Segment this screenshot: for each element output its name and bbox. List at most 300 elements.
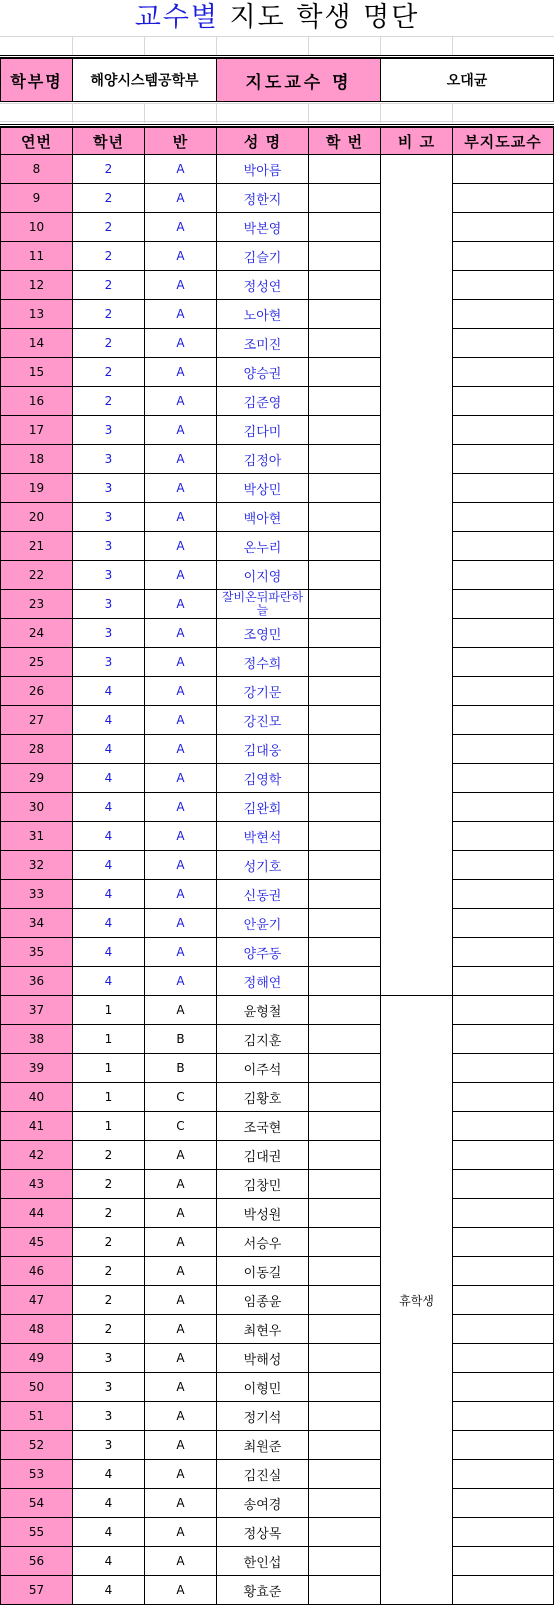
sub-advisor-cell[interactable] bbox=[453, 619, 554, 648]
class-cell[interactable]: A bbox=[145, 271, 217, 300]
roster-body bbox=[1, 155, 554, 1605]
sub-advisor-cell[interactable] bbox=[453, 880, 554, 909]
sub-advisor-cell[interactable] bbox=[453, 416, 554, 445]
grade-cell[interactable]: 2 bbox=[73, 1170, 145, 1199]
grade-cell[interactable]: 4 bbox=[73, 851, 145, 880]
row-number: 8 bbox=[1, 155, 73, 184]
grade-cell[interactable]: 2 bbox=[73, 271, 145, 300]
class-cell[interactable]: A bbox=[145, 822, 217, 851]
sub-advisor-cell[interactable] bbox=[453, 1083, 554, 1112]
class-cell[interactable]: A bbox=[145, 619, 217, 648]
name-cell[interactable]: 김다미 bbox=[217, 416, 309, 445]
name-cell[interactable]: 이지영 bbox=[217, 561, 309, 590]
grade-cell[interactable]: 4 bbox=[73, 735, 145, 764]
grid-line bbox=[216, 103, 217, 123]
name-cell[interactable]: 김지훈 bbox=[217, 1025, 309, 1054]
grade-cell[interactable]: 3 bbox=[73, 561, 145, 590]
class-cell[interactable]: A bbox=[145, 677, 217, 706]
student-id-cell[interactable] bbox=[309, 648, 381, 677]
grade-cell[interactable]: 2 bbox=[73, 329, 145, 358]
student-id-cell[interactable] bbox=[309, 445, 381, 474]
table-row bbox=[1, 1141, 554, 1170]
name-cell[interactable]: 정한지 bbox=[217, 184, 309, 213]
student-id-cell[interactable] bbox=[309, 1257, 381, 1286]
sub-advisor-cell[interactable] bbox=[453, 1199, 554, 1228]
table-row bbox=[1, 764, 554, 793]
class-cell[interactable]: A bbox=[145, 532, 217, 561]
row-number: 34 bbox=[1, 909, 73, 938]
grade-cell[interactable]: 2 bbox=[73, 1315, 145, 1344]
grade-cell[interactable]: 2 bbox=[73, 242, 145, 271]
sub-advisor-cell[interactable] bbox=[453, 793, 554, 822]
class-cell[interactable]: A bbox=[145, 938, 217, 967]
table-row bbox=[1, 1547, 554, 1576]
grade-cell[interactable]: 2 bbox=[73, 358, 145, 387]
sub-advisor-cell[interactable] bbox=[453, 967, 554, 996]
sub-advisor-cell[interactable] bbox=[453, 851, 554, 880]
student-id-cell[interactable] bbox=[309, 909, 381, 938]
student-id-cell[interactable] bbox=[309, 1547, 381, 1576]
name-cell[interactable]: 최원준 bbox=[217, 1431, 309, 1460]
table-row bbox=[1, 648, 554, 677]
name-cell[interactable]: 온누리 bbox=[217, 532, 309, 561]
grade-cell[interactable]: 3 bbox=[73, 416, 145, 445]
row-number: 30 bbox=[1, 793, 73, 822]
grade-cell[interactable]: 2 bbox=[73, 1257, 145, 1286]
student-id-cell[interactable] bbox=[309, 387, 381, 416]
student-id-cell[interactable] bbox=[309, 590, 381, 619]
grid-line bbox=[0, 121, 554, 122]
table-row bbox=[1, 909, 554, 938]
student-id-cell[interactable] bbox=[309, 1083, 381, 1112]
name-cell[interactable]: 안윤기 bbox=[217, 909, 309, 938]
sub-advisor-cell[interactable] bbox=[453, 677, 554, 706]
row-number: 27 bbox=[1, 706, 73, 735]
class-cell[interactable]: A bbox=[145, 1315, 217, 1344]
grade-cell[interactable]: 4 bbox=[73, 1460, 145, 1489]
grade-cell[interactable]: 1 bbox=[73, 1083, 145, 1112]
sub-advisor-cell[interactable] bbox=[453, 503, 554, 532]
row-number: 31 bbox=[1, 822, 73, 851]
class-cell[interactable]: A bbox=[145, 1286, 217, 1315]
sub-advisor-cell[interactable] bbox=[453, 1112, 554, 1141]
row-number: 46 bbox=[1, 1257, 73, 1286]
class-cell[interactable]: A bbox=[145, 300, 217, 329]
sub-advisor-cell[interactable] bbox=[453, 1489, 554, 1518]
grade-cell[interactable]: 1 bbox=[73, 1054, 145, 1083]
grade-cell[interactable]: 3 bbox=[73, 1431, 145, 1460]
class-cell[interactable]: A bbox=[145, 764, 217, 793]
class-cell[interactable]: A bbox=[145, 967, 217, 996]
student-id-cell[interactable] bbox=[309, 329, 381, 358]
sub-advisor-cell[interactable] bbox=[453, 155, 554, 184]
grade-cell[interactable]: 4 bbox=[73, 1576, 145, 1605]
name-cell[interactable]: 양승권 bbox=[217, 358, 309, 387]
sub-advisor-cell[interactable] bbox=[453, 271, 554, 300]
name-cell[interactable]: 김대웅 bbox=[217, 735, 309, 764]
student-id-cell[interactable] bbox=[309, 1489, 381, 1518]
table-row bbox=[1, 1518, 554, 1547]
class-cell[interactable]: A bbox=[145, 1402, 217, 1431]
row-number: 19 bbox=[1, 474, 73, 503]
sub-advisor-cell[interactable] bbox=[453, 474, 554, 503]
table-row bbox=[1, 155, 554, 184]
sub-advisor-cell[interactable] bbox=[453, 1025, 554, 1054]
class-cell[interactable]: A bbox=[145, 474, 217, 503]
name-cell[interactable]: 강기문 bbox=[217, 677, 309, 706]
name-cell[interactable]: 박현석 bbox=[217, 822, 309, 851]
class-cell[interactable]: A bbox=[145, 793, 217, 822]
student-id-cell[interactable] bbox=[309, 938, 381, 967]
sub-advisor-cell[interactable] bbox=[453, 1228, 554, 1257]
sub-advisor-cell[interactable] bbox=[453, 1315, 554, 1344]
name-cell[interactable]: 조미진 bbox=[217, 329, 309, 358]
grade-cell[interactable]: 2 bbox=[73, 300, 145, 329]
student-id-cell[interactable] bbox=[309, 822, 381, 851]
grade-cell[interactable]: 2 bbox=[73, 1199, 145, 1228]
sub-advisor-cell[interactable] bbox=[453, 242, 554, 271]
roster-table bbox=[0, 127, 554, 1605]
class-cell[interactable]: A bbox=[145, 735, 217, 764]
sub-advisor-cell[interactable] bbox=[453, 445, 554, 474]
row-number: 55 bbox=[1, 1518, 73, 1547]
table-row bbox=[1, 1286, 554, 1315]
class-cell[interactable]: A bbox=[145, 851, 217, 880]
sub-advisor-cell[interactable] bbox=[453, 764, 554, 793]
grade-cell[interactable]: 3 bbox=[73, 1402, 145, 1431]
grade-cell[interactable]: 2 bbox=[73, 387, 145, 416]
student-id-cell[interactable] bbox=[309, 1025, 381, 1054]
sub-advisor-cell[interactable] bbox=[453, 300, 554, 329]
name-cell[interactable]: 조영민 bbox=[217, 619, 309, 648]
grade-cell[interactable]: 1 bbox=[73, 996, 145, 1025]
grade-cell[interactable]: 3 bbox=[73, 1373, 145, 1402]
student-id-cell[interactable] bbox=[309, 1054, 381, 1083]
class-cell[interactable]: A bbox=[145, 503, 217, 532]
class-cell[interactable]: A bbox=[145, 1373, 217, 1402]
class-cell[interactable]: A bbox=[145, 1344, 217, 1373]
class-cell[interactable]: A bbox=[145, 242, 217, 271]
name-cell[interactable]: 정기석 bbox=[217, 1402, 309, 1431]
grade-cell[interactable]: 4 bbox=[73, 1489, 145, 1518]
class-cell[interactable]: A bbox=[145, 648, 217, 677]
row-number: 36 bbox=[1, 967, 73, 996]
class-cell[interactable]: A bbox=[145, 590, 217, 619]
dept-value[interactable]: 해양시스템공학부 bbox=[73, 59, 217, 102]
class-cell[interactable]: A bbox=[145, 213, 217, 242]
class-cell[interactable]: A bbox=[145, 1431, 217, 1460]
sub-advisor-cell[interactable] bbox=[453, 213, 554, 242]
name-cell[interactable]: 노아현 bbox=[217, 300, 309, 329]
sub-advisor-cell[interactable] bbox=[453, 996, 554, 1025]
name-cell[interactable]: 송여경 bbox=[217, 1489, 309, 1518]
name-cell[interactable]: 성기호 bbox=[217, 851, 309, 880]
name-cell[interactable]: 김영학 bbox=[217, 764, 309, 793]
header-grade: 학년 bbox=[73, 128, 145, 155]
sub-advisor-cell[interactable] bbox=[453, 387, 554, 416]
grade-cell[interactable]: 4 bbox=[73, 793, 145, 822]
student-id-cell[interactable] bbox=[309, 996, 381, 1025]
sub-advisor-cell[interactable] bbox=[453, 1170, 554, 1199]
name-cell[interactable]: 조국현 bbox=[217, 1112, 309, 1141]
class-cell[interactable]: B bbox=[145, 1025, 217, 1054]
name-cell[interactable]: 임종윤 bbox=[217, 1286, 309, 1315]
grade-cell[interactable]: 3 bbox=[73, 590, 145, 619]
row-number: 13 bbox=[1, 300, 73, 329]
sub-advisor-cell[interactable] bbox=[453, 590, 554, 619]
student-id-cell[interactable] bbox=[309, 619, 381, 648]
student-id-cell[interactable] bbox=[309, 1373, 381, 1402]
class-cell[interactable]: A bbox=[145, 1576, 217, 1605]
table-row bbox=[1, 213, 554, 242]
table-row bbox=[1, 1112, 554, 1141]
table-row bbox=[1, 1460, 554, 1489]
sub-advisor-cell[interactable] bbox=[453, 1576, 554, 1605]
class-cell[interactable]: A bbox=[145, 1228, 217, 1257]
student-id-cell[interactable] bbox=[309, 300, 381, 329]
grade-cell[interactable]: 4 bbox=[73, 967, 145, 996]
grade-cell[interactable]: 4 bbox=[73, 1518, 145, 1547]
table-row bbox=[1, 822, 554, 851]
sub-advisor-cell[interactable] bbox=[453, 909, 554, 938]
student-id-cell[interactable] bbox=[309, 1199, 381, 1228]
sub-advisor-cell[interactable] bbox=[453, 938, 554, 967]
student-id-cell[interactable] bbox=[309, 1112, 381, 1141]
sub-advisor-cell[interactable] bbox=[453, 648, 554, 677]
student-id-cell[interactable] bbox=[309, 184, 381, 213]
name-cell[interactable]: 정성연 bbox=[217, 271, 309, 300]
name-cell[interactable]: 김창민 bbox=[217, 1170, 309, 1199]
sub-advisor-cell[interactable] bbox=[453, 1286, 554, 1315]
name-cell[interactable]: 이동길 bbox=[217, 1257, 309, 1286]
grade-cell[interactable]: 3 bbox=[73, 1344, 145, 1373]
row-number: 24 bbox=[1, 619, 73, 648]
class-cell[interactable]: A bbox=[145, 1141, 217, 1170]
table-row bbox=[1, 735, 554, 764]
class-cell[interactable]: B bbox=[145, 1054, 217, 1083]
class-cell[interactable]: A bbox=[145, 184, 217, 213]
class-cell[interactable]: A bbox=[145, 1489, 217, 1518]
table-row bbox=[1, 387, 554, 416]
student-id-cell[interactable] bbox=[309, 1315, 381, 1344]
student-id-cell[interactable] bbox=[309, 503, 381, 532]
class-cell[interactable]: A bbox=[145, 561, 217, 590]
name-cell[interactable]: 정상목 bbox=[217, 1518, 309, 1547]
sub-advisor-cell[interactable] bbox=[453, 1431, 554, 1460]
class-cell[interactable]: A bbox=[145, 880, 217, 909]
sub-advisor-cell[interactable] bbox=[453, 1141, 554, 1170]
student-id-cell[interactable] bbox=[309, 561, 381, 590]
student-id-cell[interactable] bbox=[309, 677, 381, 706]
student-id-cell[interactable] bbox=[309, 880, 381, 909]
grade-cell[interactable]: 3 bbox=[73, 503, 145, 532]
class-cell[interactable]: A bbox=[145, 996, 217, 1025]
grade-cell[interactable]: 4 bbox=[73, 822, 145, 851]
sub-advisor-cell[interactable] bbox=[453, 1460, 554, 1489]
table-row bbox=[1, 532, 554, 561]
grade-cell[interactable]: 4 bbox=[73, 764, 145, 793]
grade-cell[interactable]: 2 bbox=[73, 1228, 145, 1257]
header-sub-advisor: 부지도교수 bbox=[453, 128, 554, 155]
sub-advisor-cell[interactable] bbox=[453, 735, 554, 764]
name-cell[interactable]: 백아현 bbox=[217, 503, 309, 532]
name-cell[interactable]: 강진모 bbox=[217, 706, 309, 735]
class-cell[interactable]: A bbox=[145, 155, 217, 184]
row-number: 47 bbox=[1, 1286, 73, 1315]
grade-cell[interactable]: 4 bbox=[73, 880, 145, 909]
name-cell[interactable]: 신동권 bbox=[217, 880, 309, 909]
name-cell[interactable]: 한인섭 bbox=[217, 1547, 309, 1576]
class-cell[interactable]: A bbox=[145, 1199, 217, 1228]
name-cell[interactable]: 김진실 bbox=[217, 1460, 309, 1489]
name-cell[interactable]: 이주석 bbox=[217, 1054, 309, 1083]
name-cell[interactable]: 이형민 bbox=[217, 1373, 309, 1402]
class-cell[interactable]: A bbox=[145, 329, 217, 358]
name-cell[interactable]: 박아름 bbox=[217, 155, 309, 184]
sub-advisor-cell[interactable] bbox=[453, 706, 554, 735]
note-cell-leave[interactable]: 휴학생 bbox=[381, 996, 453, 1605]
name-cell[interactable]: 윤형철 bbox=[217, 996, 309, 1025]
name-cell[interactable]: 박상민 bbox=[217, 474, 309, 503]
grid-line bbox=[144, 36, 145, 56]
name-cell[interactable]: 박해성 bbox=[217, 1344, 309, 1373]
name-cell[interactable]: 김준영 bbox=[217, 387, 309, 416]
student-id-cell[interactable] bbox=[309, 793, 381, 822]
name-cell[interactable]: 김정아 bbox=[217, 445, 309, 474]
name-cell[interactable]: 박본영 bbox=[217, 213, 309, 242]
class-cell[interactable]: A bbox=[145, 1257, 217, 1286]
class-cell[interactable]: A bbox=[145, 909, 217, 938]
student-id-cell[interactable] bbox=[309, 706, 381, 735]
student-id-cell[interactable] bbox=[309, 851, 381, 880]
class-cell[interactable]: A bbox=[145, 1547, 217, 1576]
sub-advisor-cell[interactable] bbox=[453, 1344, 554, 1373]
name-cell[interactable]: 최현우 bbox=[217, 1315, 309, 1344]
grade-cell[interactable]: 4 bbox=[73, 938, 145, 967]
grade-cell[interactable]: 2 bbox=[73, 155, 145, 184]
sub-advisor-cell[interactable] bbox=[453, 1547, 554, 1576]
grade-cell[interactable]: 3 bbox=[73, 445, 145, 474]
note-cell[interactable] bbox=[381, 155, 453, 996]
student-id-cell[interactable] bbox=[309, 1431, 381, 1460]
class-cell[interactable]: A bbox=[145, 1518, 217, 1547]
name-cell[interactable]: 정해연 bbox=[217, 967, 309, 996]
name-cell[interactable]: 정수희 bbox=[217, 648, 309, 677]
class-cell[interactable]: A bbox=[145, 358, 217, 387]
student-id-cell[interactable] bbox=[309, 764, 381, 793]
student-id-cell[interactable] bbox=[309, 416, 381, 445]
sub-advisor-cell[interactable] bbox=[453, 1054, 554, 1083]
student-id-cell[interactable] bbox=[309, 1460, 381, 1489]
sub-advisor-cell[interactable] bbox=[453, 532, 554, 561]
sub-advisor-cell[interactable] bbox=[453, 1257, 554, 1286]
row-number: 48 bbox=[1, 1315, 73, 1344]
sub-advisor-cell[interactable] bbox=[453, 184, 554, 213]
advisor-value[interactable]: 오대균 bbox=[381, 59, 554, 102]
class-cell[interactable]: A bbox=[145, 1170, 217, 1199]
class-cell[interactable]: A bbox=[145, 445, 217, 474]
grade-cell[interactable]: 1 bbox=[73, 1112, 145, 1141]
table-row bbox=[1, 1344, 554, 1373]
student-id-cell[interactable] bbox=[309, 967, 381, 996]
table-row bbox=[1, 619, 554, 648]
table-row bbox=[1, 938, 554, 967]
grade-cell[interactable]: 3 bbox=[73, 648, 145, 677]
name-cell[interactable]: 박성원 bbox=[217, 1199, 309, 1228]
student-id-cell[interactable] bbox=[309, 735, 381, 764]
row-number: 37 bbox=[1, 996, 73, 1025]
grade-cell[interactable]: 4 bbox=[73, 1547, 145, 1576]
student-id-cell[interactable] bbox=[309, 358, 381, 387]
student-id-cell[interactable] bbox=[309, 271, 381, 300]
student-id-cell[interactable] bbox=[309, 155, 381, 184]
class-cell[interactable]: C bbox=[145, 1112, 217, 1141]
grade-cell[interactable]: 4 bbox=[73, 909, 145, 938]
student-id-cell[interactable] bbox=[309, 213, 381, 242]
grade-cell[interactable]: 2 bbox=[73, 213, 145, 242]
class-cell[interactable]: A bbox=[145, 1460, 217, 1489]
row-number: 15 bbox=[1, 358, 73, 387]
grade-cell[interactable]: 4 bbox=[73, 677, 145, 706]
student-id-cell[interactable] bbox=[309, 532, 381, 561]
student-id-cell[interactable] bbox=[309, 1141, 381, 1170]
student-id-cell[interactable] bbox=[309, 1576, 381, 1605]
grade-cell[interactable]: 2 bbox=[73, 1141, 145, 1170]
sub-advisor-cell[interactable] bbox=[453, 1373, 554, 1402]
name-cell[interactable]: 황효준 bbox=[217, 1576, 309, 1605]
header-no: 연번 bbox=[1, 128, 73, 155]
student-id-cell[interactable] bbox=[309, 474, 381, 503]
grade-cell[interactable]: 1 bbox=[73, 1025, 145, 1054]
name-cell[interactable]: 잘비온뒤파란하늘 bbox=[217, 590, 309, 619]
student-id-cell[interactable] bbox=[309, 1170, 381, 1199]
row-number: 32 bbox=[1, 851, 73, 880]
sub-advisor-cell[interactable] bbox=[453, 1402, 554, 1431]
grade-cell[interactable]: 3 bbox=[73, 619, 145, 648]
name-cell[interactable]: 서승우 bbox=[217, 1228, 309, 1257]
grade-cell[interactable]: 4 bbox=[73, 706, 145, 735]
student-id-cell[interactable] bbox=[309, 242, 381, 271]
student-id-cell[interactable] bbox=[309, 1518, 381, 1547]
grade-cell[interactable]: 2 bbox=[73, 184, 145, 213]
sub-advisor-cell[interactable] bbox=[453, 358, 554, 387]
name-cell[interactable]: 양주동 bbox=[217, 938, 309, 967]
table-row bbox=[1, 1431, 554, 1460]
class-cell[interactable]: C bbox=[145, 1083, 217, 1112]
row-number: 51 bbox=[1, 1402, 73, 1431]
sub-advisor-cell[interactable] bbox=[453, 822, 554, 851]
name-cell[interactable]: 김슬기 bbox=[217, 242, 309, 271]
student-id-cell[interactable] bbox=[309, 1286, 381, 1315]
grade-cell[interactable]: 2 bbox=[73, 1286, 145, 1315]
student-id-cell[interactable] bbox=[309, 1344, 381, 1373]
class-cell[interactable]: A bbox=[145, 387, 217, 416]
class-cell[interactable]: A bbox=[145, 706, 217, 735]
student-id-cell[interactable] bbox=[309, 1228, 381, 1257]
name-cell[interactable]: 김황호 bbox=[217, 1083, 309, 1112]
student-id-cell[interactable] bbox=[309, 1402, 381, 1431]
grade-cell[interactable]: 3 bbox=[73, 474, 145, 503]
sub-advisor-cell[interactable] bbox=[453, 329, 554, 358]
table-row bbox=[1, 1315, 554, 1344]
name-cell[interactable]: 김대권 bbox=[217, 1141, 309, 1170]
sub-advisor-cell[interactable] bbox=[453, 1518, 554, 1547]
grade-cell[interactable]: 3 bbox=[73, 532, 145, 561]
name-cell[interactable]: 김완회 bbox=[217, 793, 309, 822]
sub-advisor-cell[interactable] bbox=[453, 561, 554, 590]
table-row bbox=[1, 880, 554, 909]
class-cell[interactable]: A bbox=[145, 416, 217, 445]
